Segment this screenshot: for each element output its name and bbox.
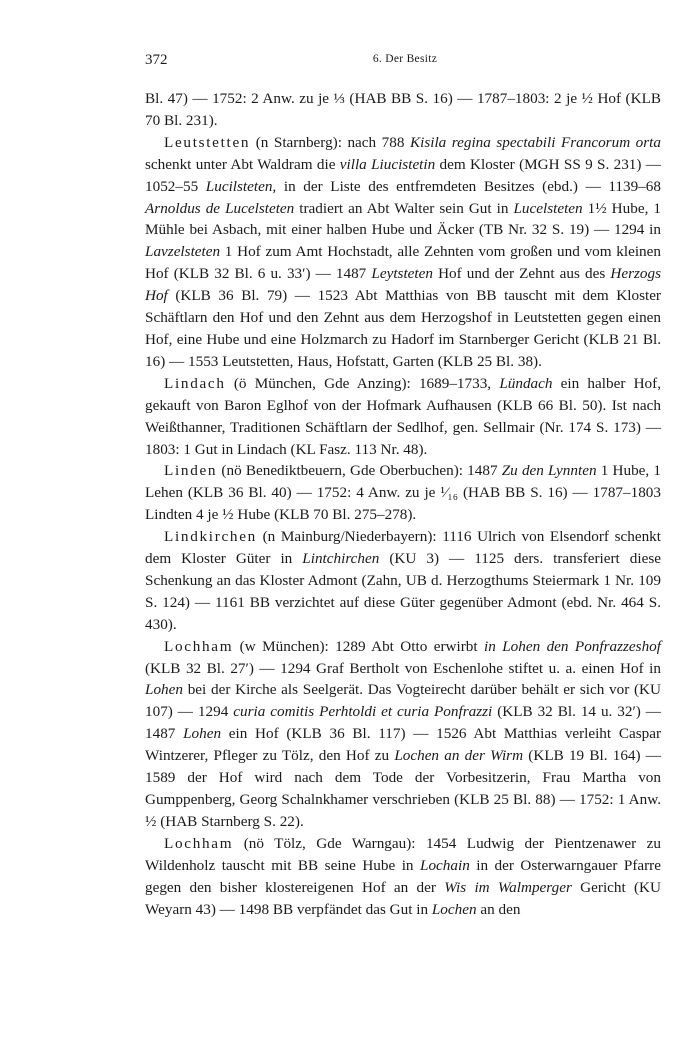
source-quote: Lintchirchen — [302, 550, 380, 568]
text-run: 1½ Hube, 1 Mühle bei Asbach, mit einer halben Hube und Äcker (TB Nr. 32 S. 19) — 1294 in — [145, 199, 661, 239]
text-run: 1 Hof zum Amt Hochstadt, alle Zehnten vom großen und vom kleinen Hof (KLB 32 Bl. 6 u. 33′) — 1487 — [145, 243, 661, 283]
source-quote: Lochain — [420, 856, 470, 874]
text-run: in der Liste des entfremdeten Besitzes (ebd.) — 1139–68 — [276, 177, 661, 195]
source-quote: curia comitis Perhtoldi et curia Ponfrazzi — [233, 703, 493, 721]
source-quote: in Lohen den Ponfrazzeshof — [483, 637, 661, 655]
entry-paragraph — [145, 132, 661, 373]
source-quote: Lavzelsteten — [145, 243, 221, 261]
text-run: (KLB 36 Bl. 79) — 1523 Abt Matthias von BB tauscht mit dem Kloster Schäftlarn den Hof und den Zehnt aus dem Herzogshof in Leutstetten gegen einen Hof, eine Hube und eine Holzmarch zu Hadorf im Starnberger Gericht (KLB 21 Bl. 16) — 1553 Leutstetten, Haus, Hofstatt, Garten (KLB 25 Bl. 38). — [145, 287, 661, 370]
text-run: bei der Kirche als Seelgerät. Das Vogteirecht darüber behält er sich vor (KU 107) — 1294 — [145, 681, 661, 721]
source-quote: Lohen — [145, 681, 183, 699]
running-title: 6. Der Besitz — [372, 53, 438, 65]
text-run: (nö Benediktbeuern, Gde Oberbuchen): 1487 — [217, 462, 502, 480]
text-run: dem Kloster (MGH SS 9 S. 231) — 1052–55 — [145, 155, 661, 195]
source-quote: Zu den Lynnten — [501, 462, 597, 480]
place-name: Linden — [164, 462, 218, 480]
text-run: ein halber Hof, gekauft von Baron Eglhof von der Hofmark Aufhausen (KLB 66 Bl. 50). Ist nach Weißthanner, Traditionen Schäftlarn der Sedlhof, gen. Sellmair (Nr. 174 S. 173) — 1803: 1 Gut in Lindach (KL Fasz. 113 Nr. 48). — [145, 374, 662, 458]
text-run: (nö Tölz, Gde Warngau): 1454 Ludwig der Pientzenawer zu Wildenholz tauscht mit BB seine Hube in — [145, 834, 661, 874]
text-run: (KLB 32 Bl. 27′) — 1294 Graf Bertholt von Eschenlohe stiftet u. a. einen Hof in — [145, 659, 661, 677]
source-quote: Lochen an der Wirm — [394, 747, 524, 765]
text-run: (w München): 1289 Abt Otto erwirbt — [233, 637, 484, 655]
text-run: ein Hof (KLB 36 Bl. 117) — 1526 Abt Matthias verleiht Caspar Wintzerer, Pfleger zu Tölz, den Hof zu — [145, 725, 661, 765]
source-quote: Lucelsteten — [513, 199, 583, 217]
text-run: Hof und der Zehnt aus des — [432, 265, 611, 283]
source-quote: Lündach — [499, 374, 553, 392]
text-run: (KLB 32 Bl. 14 u. 32′) — 1487 — [145, 703, 661, 743]
source-quote: Lochen — [431, 900, 477, 918]
entry-paragraph — [145, 636, 661, 833]
text-run: an den — [476, 900, 521, 918]
text-run: Gericht (KU Weyarn 43) — 1498 BB verpfändet das Gut in — [145, 878, 661, 918]
entry-paragraph — [145, 526, 661, 636]
place-name: Lochham — [164, 637, 234, 655]
text-run: in der Osterwarngauer Pfarre gegen den bisher klostereigenen Hof an der — [145, 856, 661, 896]
source-quote: Lohen — [183, 725, 222, 743]
entry-paragraph — [145, 833, 661, 921]
source-quote: Wis im Walmperger — [444, 878, 572, 896]
text-run: tradiert an Abt Walter sein Gut in — [294, 199, 514, 217]
body-text — [145, 88, 661, 920]
page-number: 372 — [145, 52, 168, 68]
source-quote: Herzogs Hof — [145, 265, 662, 305]
entry-paragraph — [145, 373, 661, 461]
source-quote: Arnoldus de Lucelsteten — [145, 199, 295, 217]
page-header — [145, 52, 665, 74]
text-run: (n Starnberg): nach 788 — [250, 133, 410, 151]
place-name: Leutstetten — [164, 133, 251, 151]
text-run: (KLB 19 Bl. 164) — 1589 der Hof wird nach dem Tode der Vorbesitzerin, Frau Martha von Gumppenberg, Georg Schalnkhamer verschrieben (KLB 25 Bl. 88) — 1752: 1 Anw. ½ (HAB Starnberg S. 22). — [145, 747, 661, 830]
text-run: Bl. 47) — 1752: 2 Anw. zu je ⅓ (HAB BB S. 16) — 1787–1803: 2 je ½ Hof (KLB 70 Bl. 231). — [145, 90, 661, 129]
text-run: schenkt unter Abt Waldram die — [145, 155, 340, 173]
source-quote: Leytsteten — [371, 265, 433, 283]
text-run: (ö München, Gde Anzing): 1689–1733, — [225, 374, 500, 392]
place-name: Lindach — [164, 374, 226, 392]
source-quote: Kisila regina spectabili Francorum orta — [409, 133, 661, 151]
place-name: Lochham — [164, 834, 234, 852]
text-run: 1 Hube, 1 Lehen (KLB 36 Bl. 40) — 1752: 4 Anw. zu je ¹⁄₁₆ (HAB BB S. 16) — 1787–1803 Lindten 4 je ½ Hube (KLB 70 Bl. 275–278). — [145, 462, 661, 524]
entry-paragraph — [145, 460, 661, 526]
text-run: (n Mainburg/Niederbayern): 1116 Ulrich von Elsendorf schenkt dem Kloster Güter in — [145, 528, 661, 568]
source-quote: Lucilsteten, — [205, 177, 277, 195]
place-name: Lindkirchen — [164, 528, 257, 546]
source-quote: villa Liucistetin — [339, 155, 436, 173]
continuation-paragraph — [145, 88, 661, 132]
text-run: (KU 3) — 1125 ders. transferiert diese Schenkung an das Kloster Admont (Zahn, UB d. Herzogthums Steiermark 1 Nr. 109 S. 124) — 1161 BB verzichtet auf diese Güter gegenüber Admont (ebd. Nr. 464 S. 430). — [145, 550, 661, 633]
